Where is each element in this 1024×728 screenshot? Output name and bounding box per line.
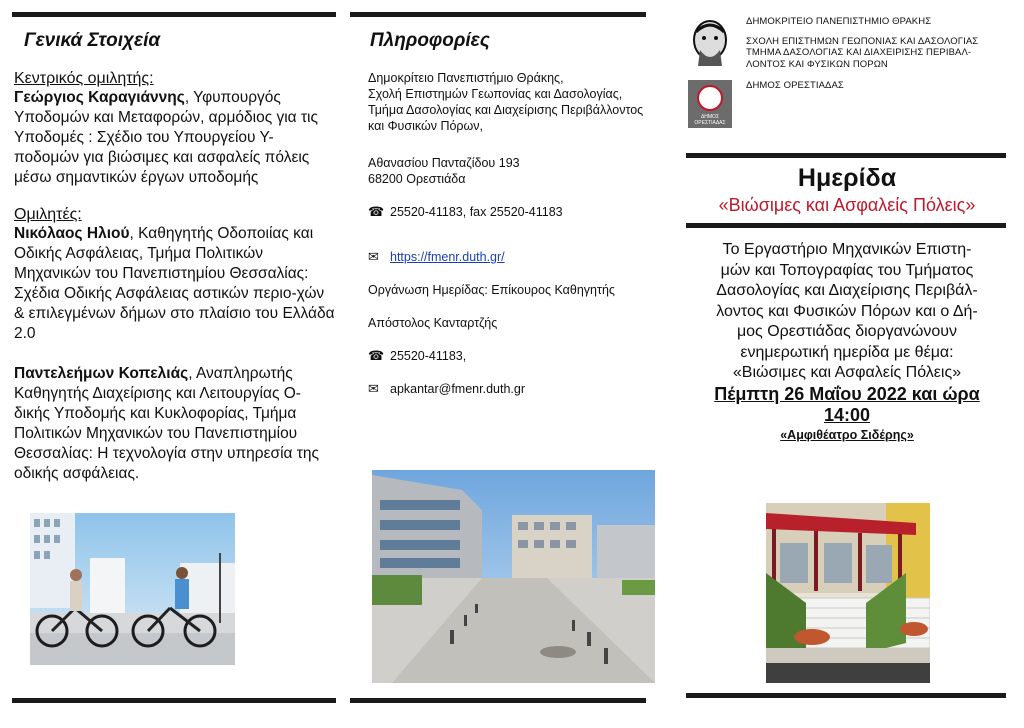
bottom-bar-col3 xyxy=(686,693,1006,698)
info-title: Πληροφορίες xyxy=(370,30,490,51)
speakers-label: Ομιλητές: xyxy=(14,206,82,223)
event-date-line-1: Πέμπτη 26 Μαΐου 2022 και ώρα xyxy=(714,383,980,404)
event-desc-line-2: μών και Τοπογραφίας του Τμήματος xyxy=(720,261,974,279)
street: Αθανασίου Πανταζίδου 193 xyxy=(368,156,520,170)
email-text[interactable]: apkantar@fmenr.duth.gr xyxy=(390,382,525,396)
event-subtitle: «Βιώσιμες και Ασφαλείς Πόλεις» xyxy=(718,195,976,215)
phone-icon: ☎ xyxy=(368,204,385,219)
speaker2-name: Παντελεήμων Κοπελιάς xyxy=(14,365,189,382)
event-desc-line-7: «Βιώσιμες και Ασφαλείς Πόλεις» xyxy=(732,364,962,381)
event-desc-line-1: Το Εργαστήριο Μηχανικών Επιστη- xyxy=(722,241,972,258)
event-desc-line-5: μος Ορεστιάδας διοργανώνουν xyxy=(736,323,958,340)
city: 68200 Ορεστιάδα xyxy=(368,172,466,186)
website-link[interactable]: https://fmenr.duth.gr/ xyxy=(390,250,505,264)
amphitheatre-photo xyxy=(766,503,930,683)
event-desc-line-4: λοντος και Φυσικών Πόρων και ο Δή- xyxy=(716,302,978,320)
general-info-column xyxy=(14,16,336,484)
event-time: 14:00 xyxy=(823,404,871,425)
speaker1-name: Νικόλαος Ηλιού xyxy=(14,225,130,242)
address-line-2: Σχολή Επιστημών Γεωπονίας και Δασολογίας, xyxy=(368,87,623,101)
address-block xyxy=(368,70,646,134)
address-line-3: Τμήμα Δασολογίας και Διαχείρισης Περιβάλλοντος xyxy=(368,103,644,117)
envelope-icon: ✉ xyxy=(368,249,379,264)
speaker1-desc: , Καθηγητής Οδοποιίας και Οδικής Ασφάλειας, Τμήμα Πολιτικών Μηχανικών του Πανεπιστημίου Θεσσαλίας: Σχέδια Οδικής Ασφάλειας αστικών περιο-χών & επιλεγμένων δήμων στο πλαίσιο του Ελλάδα 2.0 xyxy=(14,225,335,342)
phone-row xyxy=(368,204,646,220)
phone-icon: ☎ xyxy=(368,348,385,363)
municipality-name: ΔΗΜΟΣ ΟΡΕΣΤΙΑΔΑΣ xyxy=(746,80,844,91)
email-row xyxy=(368,381,646,397)
event-date xyxy=(688,384,1006,426)
municipality-logo-line-2: ΟΡΕΣΤΙΑΔΑΣ xyxy=(694,120,726,126)
keynote-name: Γεώργιος Καραγιάννης xyxy=(14,89,185,106)
keynote-desc: , Υφυπουργός Υποδομών και Μεταφορών, αρμόδιος για τις Υποδομές : Σχέδιο του Υπουργείου Υ-ποδομών για βιώσιμες και ασφαλείς πόλεις μέσω σημαντικών έργων υποδομής xyxy=(14,89,318,186)
address-line-4: και Φυσικών Πόρων, xyxy=(368,119,484,133)
school-line-1: ΣΧΟΛΗ ΕΠΙΣΤΗΜΩΝ ΓΕΩΠΟΝΙΑΣ ΚΑΙ ΔΑΣΟΛΟΓΙΑΣ xyxy=(746,35,979,47)
university-header xyxy=(688,16,1006,72)
address-line-1: Δημοκρίτειο Πανεπιστήμιο Θράκης, xyxy=(368,71,564,85)
speaker2-paragraph xyxy=(14,364,336,484)
phone2-text: 25520-41183, xyxy=(390,349,467,363)
event-mid-bar xyxy=(686,223,1006,228)
organizer-line-1: Οργάνωση Ημερίδας: Επίκουρος Καθηγητής xyxy=(368,283,615,297)
website-row xyxy=(368,249,646,265)
municipality-seal-icon xyxy=(697,85,723,111)
democritus-logo xyxy=(688,18,732,72)
event-desc-line-6: ενημερωτική ημερίδα με θέμα: xyxy=(740,343,954,361)
event-desc-line-3: Δασολογίας και Διαχείρισης Περιβάλ- xyxy=(716,282,978,299)
keynote-label: Κεντρικός ομιλητής: xyxy=(14,70,154,87)
street-block xyxy=(368,155,646,187)
speaker2-desc: , Αναπληρωτής Καθηγητής Διαχείρισης και Λειτουργίας Ο-δικής Υποδομής και Κυκλοφορίας, Τμήμα Πολιτικών Μηχανικών του Πανεπιστημίου Θεσσαλίας: Η τεχνολογία στην υπηρεσία της οδικής ασφάλειας. xyxy=(14,365,320,482)
university-text xyxy=(746,16,978,70)
organizer-line-2: Απόστολος Κανταρτζής xyxy=(368,316,498,330)
phone-text: 25520-41183, fax 25520-41183 xyxy=(390,205,563,219)
keynote-paragraph xyxy=(14,88,336,188)
bottom-bar-col2 xyxy=(350,698,646,703)
event-place: «Αμφιθέατρο Σιδέρης» xyxy=(780,427,914,442)
municipality-logo-line-1: ΔΗΜΟΣ xyxy=(700,114,720,120)
phone2-row xyxy=(368,348,646,364)
cyclists-photo xyxy=(30,513,235,665)
contact-info-column xyxy=(350,16,646,397)
municipality-logo xyxy=(688,80,732,128)
street-photo xyxy=(372,470,655,683)
event-column xyxy=(688,16,1006,442)
school-line-3: ΛΟΝΤΟΣ ΚΑΙ ΦΥΣΙΚΩΝ ΠΟΡΩΝ xyxy=(746,58,888,70)
envelope-icon: ✉ xyxy=(368,381,379,396)
university-name: ΔΗΜΟΚΡΙΤΕΙΟ ΠΑΝΕΠΙΣΤΗΜΙΟ ΘΡΑΚΗΣ xyxy=(746,16,932,27)
speaker1-paragraph xyxy=(14,224,336,344)
event-title: Ημερίδα xyxy=(797,164,897,192)
event-description xyxy=(688,240,1006,384)
event-top-bar xyxy=(686,153,1006,158)
bottom-bar-col1 xyxy=(12,698,336,703)
school-line-2: ΤΜΗΜΑ ΔΑΣΟΛΟΓΙΑΣ ΚΑΙ ΔΙΑΧΕΙΡΙΣΗΣ ΠΕΡΙΒΑΛ- xyxy=(746,47,972,58)
municipality-header xyxy=(688,80,1006,128)
general-title: Γενικά Στοιχεία xyxy=(24,30,161,51)
